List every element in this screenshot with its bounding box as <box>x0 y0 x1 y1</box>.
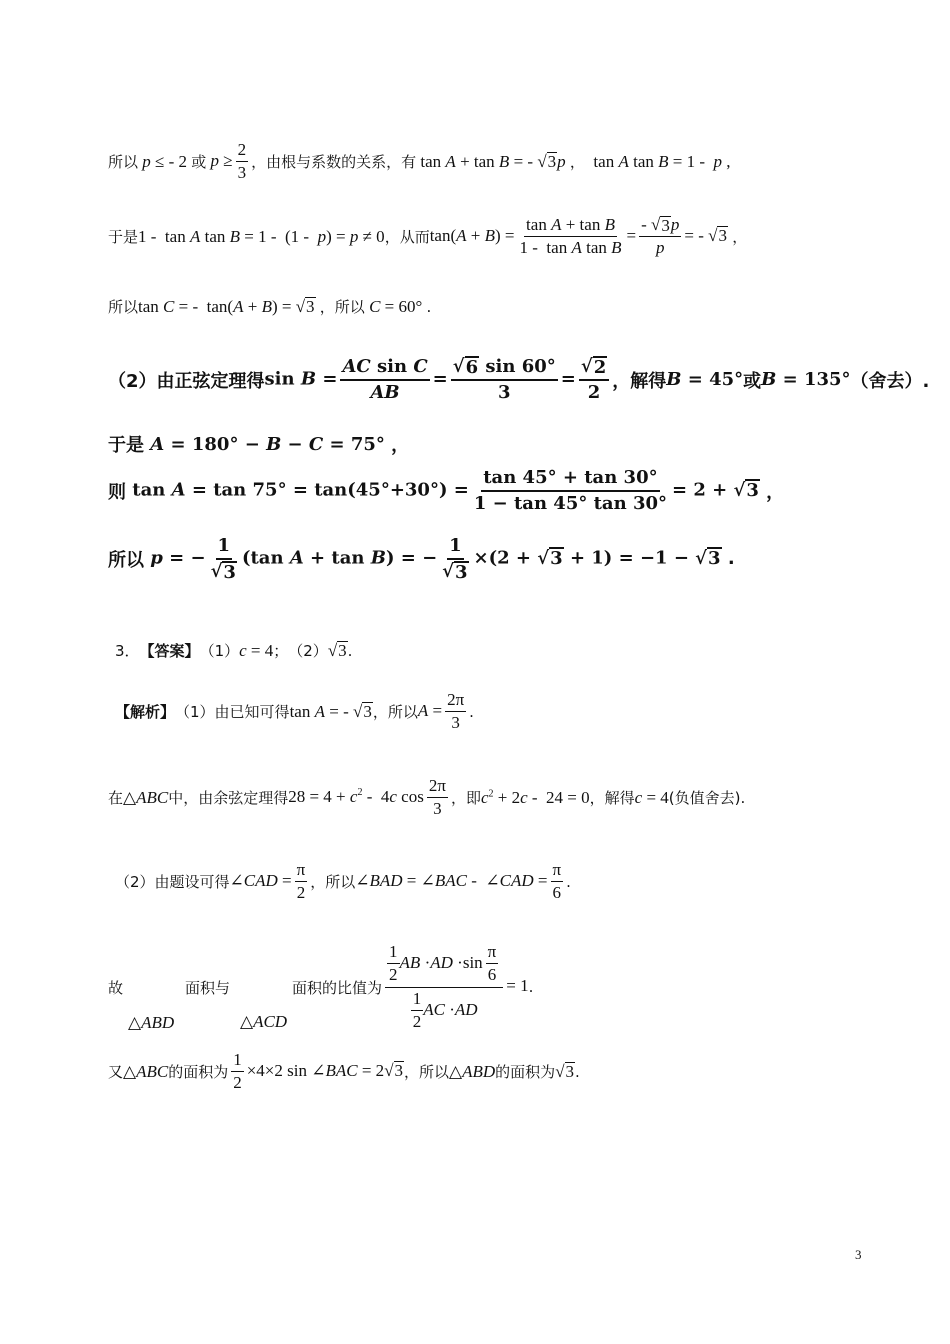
line-1 <box>108 140 731 184</box>
text: ，由根与系数的关系，有 <box>251 153 417 172</box>
text: ，所以 <box>319 298 365 316</box>
math: sin B = $\frac{\text{AC sin C}}{AB}$ = √ 6 sin 60° 3 = √ 2 2 <box>265 356 613 403</box>
text: . <box>426 297 432 316</box>
text: . <box>528 978 534 996</box>
text: ； <box>273 642 289 660</box>
text: （舍去）. <box>850 370 930 392</box>
text: (负值舍去). <box>668 789 746 808</box>
text: 或 <box>191 153 207 172</box>
triangle-abd <box>128 1013 174 1033</box>
text: . <box>566 872 571 891</box>
text: ，所以 <box>404 1063 450 1082</box>
page-number: 3 <box>855 1247 862 1262</box>
text: ， <box>391 435 410 456</box>
math: $\frac{1}{2}$ ×4×2 sin ∠BAC = 2√ 3 <box>233 1050 404 1093</box>
text: . <box>575 1062 580 1081</box>
text: ， <box>766 481 785 503</box>
text: ，解得 <box>612 370 667 392</box>
math: B = 135° <box>761 369 851 391</box>
math: C = 60° <box>369 296 427 316</box>
text: ，所以 <box>372 703 418 722</box>
text: 在 <box>108 789 124 808</box>
text: 所以 <box>108 298 139 316</box>
math: $28 = 4 + c^2 - 4c$ cos $\frac{2\pi}{3}$ <box>288 776 446 819</box>
analysis-tag: 【解析】 <box>115 703 176 722</box>
math: c = 4 <box>239 640 274 660</box>
math: c = 4 <box>634 787 669 807</box>
answer-line <box>115 640 352 661</box>
text: 于是 <box>108 228 139 247</box>
math: tan A tan B = 1 - p , <box>584 151 731 171</box>
text: 或 <box>743 370 762 392</box>
text: 则 <box>108 481 126 503</box>
math: √ 3 <box>555 1061 575 1082</box>
text: ，所以 <box>310 873 356 892</box>
math: p ≥ $\frac{2}{3}$ <box>210 140 247 183</box>
answer-tag: 【答案】 <box>139 642 200 660</box>
text: 面积与 <box>185 978 231 997</box>
line-6 <box>108 467 784 514</box>
text: . <box>727 548 735 570</box>
math: △ABC <box>123 787 169 807</box>
text: （2）由正弦定理得 <box>108 370 265 392</box>
math: △ABD <box>128 1013 175 1032</box>
math: $c^2 + 2c - 24 = 0$ <box>480 787 590 807</box>
line-4 <box>108 356 929 403</box>
text: 的面积为 <box>495 1063 556 1082</box>
text: （2） <box>288 642 328 660</box>
text: 于是 <box>108 435 144 456</box>
line-3 <box>108 296 431 317</box>
math: p ≤ - 2 <box>142 151 192 171</box>
text: ，解得 <box>589 789 635 808</box>
math: ∠CAD = $\frac{\pi}{2}$ <box>229 860 306 903</box>
text: （1） <box>199 642 240 660</box>
line-5 <box>108 431 409 457</box>
math: 1 - tan A tan B = 1 - (1 - p) = p ≠ 0 <box>138 226 385 246</box>
question-number: 3． <box>115 642 140 660</box>
text: 又 <box>108 1063 124 1082</box>
text: . <box>347 641 353 660</box>
line-2 <box>108 215 747 259</box>
text: 面积的比值为 <box>292 978 383 997</box>
triangle-acd <box>240 1012 287 1032</box>
math: tan C = - tan(A + B) = √ 3 <box>138 296 315 316</box>
math: A = 180° − B − C = 75° <box>150 433 392 455</box>
line-7 <box>108 535 735 582</box>
text: 所以 <box>108 153 139 172</box>
text: 所以 <box>108 549 144 571</box>
text: 中，由余弦定理得 <box>168 789 289 808</box>
analysis-line <box>115 690 474 734</box>
line-11 <box>115 860 571 904</box>
text: （2）由题设可得 <box>115 873 230 892</box>
math: ∠BAD = ∠BAC - ∠CAD = $\frac{\pi}{6}$ <box>355 860 562 903</box>
text: . <box>469 702 474 721</box>
math: △ABD <box>449 1061 496 1081</box>
math: tan A = - √ 3 <box>289 701 372 722</box>
math: A = $\frac{2\pi}{3}$ <box>417 690 465 733</box>
text: ，即 <box>450 789 481 808</box>
math: △ABC <box>123 1061 169 1081</box>
text: 的面积为 <box>168 1063 229 1082</box>
math: tan A = tan 75° = tan(45°+30°) = $\frac{\tan 45^\circ + \tan 30^\circ}{1 - \tan 45^\circ \tan 30^\circ}$ = 2 + √ 3 <box>126 467 759 514</box>
text: ， <box>569 153 585 172</box>
text: ， <box>732 228 748 247</box>
math: tan A + tan B = - √ 3 p <box>416 151 566 172</box>
text: （1）由已知可得 <box>175 703 290 722</box>
text: ，从而 <box>384 228 430 247</box>
math: √ 3 <box>327 640 347 660</box>
math: tan(A + B) = $\frac{\text{tan A + tan B}}{\text{1 - tan A tan B}}$ = - √ 3 p p = - √ 3 <box>429 215 727 258</box>
text: 故 <box>108 978 124 997</box>
math: B = 45° <box>666 369 744 391</box>
math: $\frac{1}{2}$ AB ·AD ·sin $\frac{\pi}{6}$ $\frac{1}{2}$ AC ·AD = 1 <box>382 942 529 1033</box>
line-10 <box>108 776 745 820</box>
line-13 <box>108 1050 580 1094</box>
math: △ACD <box>240 1012 288 1031</box>
math: p = − 1 √ 3 (tan A + tan B) = − 1 √ 3 ×(2 + √ 3 + 1) = −1 − √ 3 <box>150 535 721 583</box>
